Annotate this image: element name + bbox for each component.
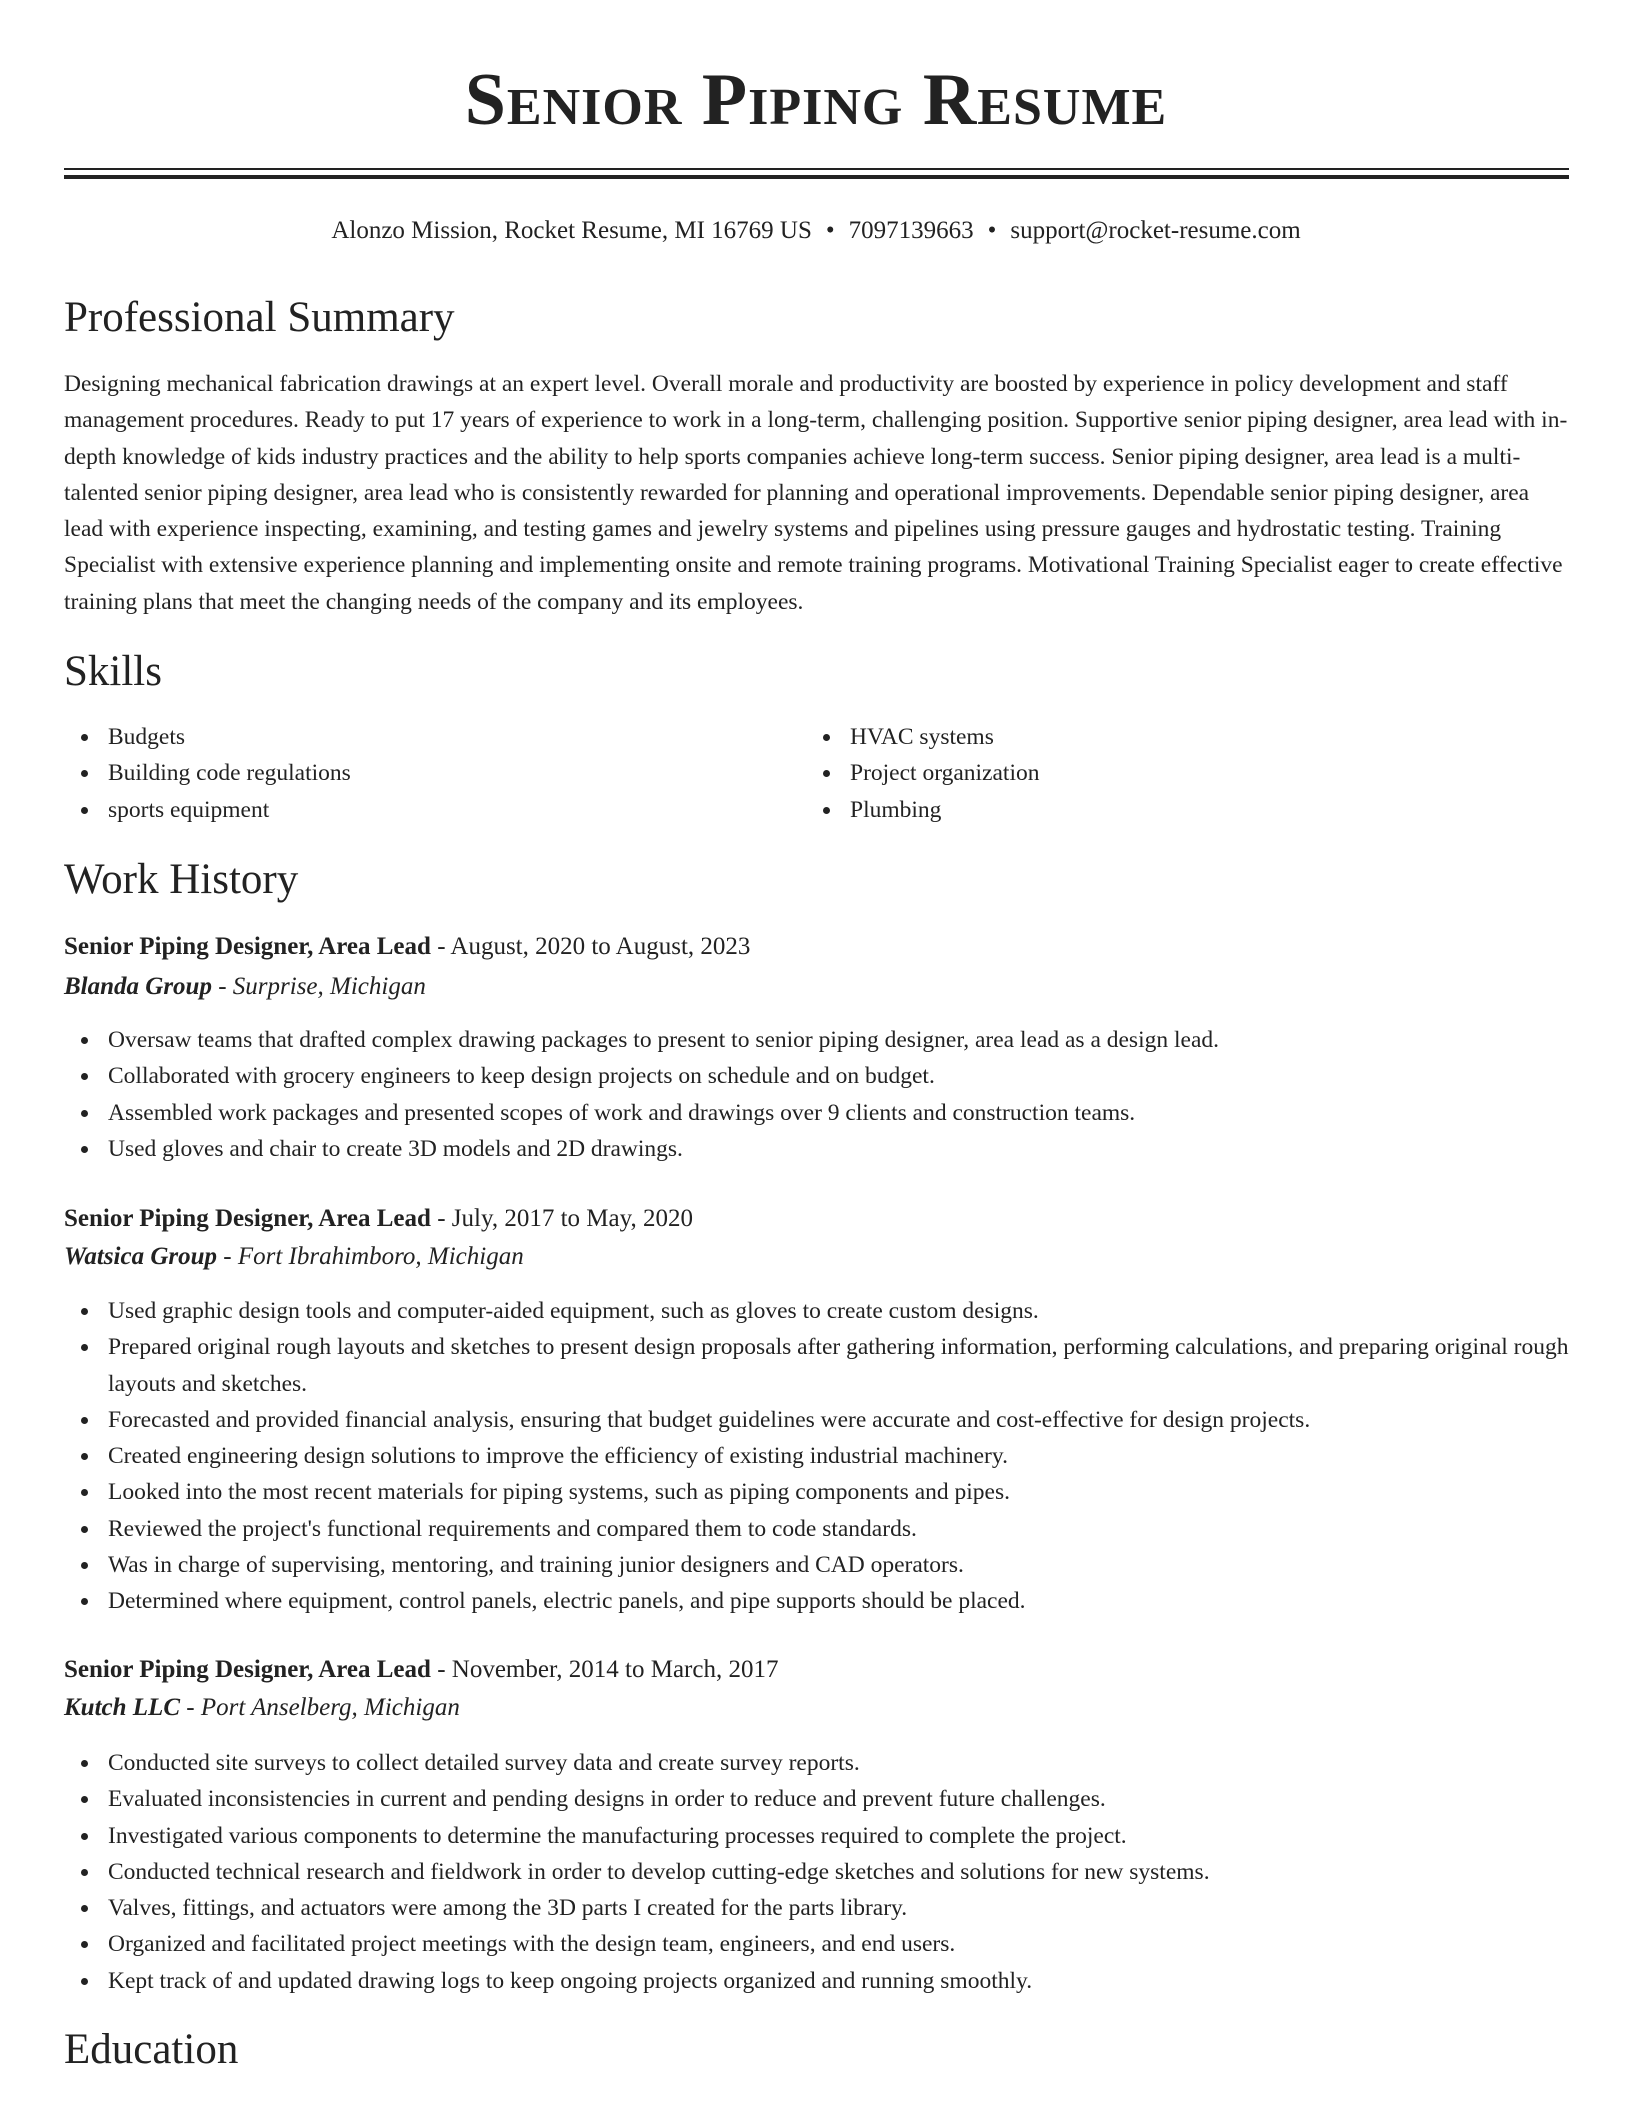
- contact-address: Alonzo Mission, Rocket Resume, MI 16769 US: [331, 217, 812, 244]
- title-divider-thin: [64, 168, 1569, 170]
- duty-item: Forecasted and provided financial analysis, ensuring that budget guidelines were accurate and cost-effective for design projects.: [64, 1402, 1572, 1438]
- company-location: - Port Anselberg, Michigan: [180, 1694, 460, 1721]
- skill-item: Project organization: [806, 755, 1506, 791]
- job-company-line: [64, 971, 1572, 1003]
- duty-item: Investigated various components to determine the manufacturing processes required to complete the project.: [64, 1818, 1572, 1854]
- job-title: Senior Piping Designer, Area Lead: [64, 933, 431, 960]
- skill-item: sports equipment: [64, 792, 744, 828]
- duty-item: Collaborated with grocery engineers to keep design projects on schedule and on budget.: [64, 1058, 1572, 1094]
- contact-separator: •: [987, 217, 997, 244]
- skill-item: HVAC systems: [806, 719, 1506, 755]
- duty-item: Reviewed the project's functional requirements and compared them to code standards.: [64, 1511, 1572, 1547]
- job-heading: [64, 1654, 1572, 1686]
- job-duties-list: [64, 1293, 1572, 1620]
- section-heading-education: Education: [64, 2026, 239, 2073]
- duty-item: Oversaw teams that drafted complex drawing packages to present to senior piping designer, area lead as a design lead.: [64, 1022, 1572, 1058]
- job-duties-list: [64, 1022, 1572, 1167]
- section-heading-skills: Skills: [64, 648, 162, 695]
- company-name: Watsica Group: [64, 1243, 218, 1270]
- duty-item: Valves, fittings, and actuators were among the 3D parts I created for the parts library.: [64, 1890, 1572, 1926]
- skill-item: Plumbing: [806, 792, 1506, 828]
- duty-item: Organized and facilitated project meetings with the design team, engineers, and end users.: [64, 1926, 1572, 1962]
- company-location: - Fort Ibrahimboro, Michigan: [217, 1243, 524, 1270]
- duty-item: Created engineering design solutions to improve the efficiency of existing industrial machinery.: [64, 1438, 1572, 1474]
- contact-phone: 7097139663: [848, 217, 974, 244]
- job-title: Senior Piping Designer, Area Lead: [64, 1656, 431, 1683]
- job-title: Senior Piping Designer, Area Lead: [64, 1205, 431, 1232]
- skills-list-left: [64, 719, 744, 828]
- duty-item: Conducted site surveys to collect detailed survey data and create survey reports.: [64, 1745, 1572, 1781]
- duty-item: Used gloves and chair to create 3D models and 2D drawings.: [64, 1131, 1572, 1167]
- company-name: Blanda Group: [64, 973, 212, 1000]
- skills-list-right: [806, 719, 1506, 828]
- duty-item: Was in charge of supervising, mentoring, and training junior designers and CAD operators.: [64, 1547, 1572, 1583]
- duty-item: Looked into the most recent materials for piping systems, such as piping components and pipes.: [64, 1474, 1572, 1510]
- duty-item: Used graphic design tools and computer-aided equipment, such as gloves to create custom designs.: [64, 1293, 1572, 1329]
- summary-paragraph: Designing mechanical fabrication drawings at an expert level. Overall morale and productivity are boosted by experience in policy development and staff management procedures. Ready to put 17 years of experience to work in a long-term, challenging position. Supportive senior piping designer, area lead with in-depth knowledge of kids industry practices and the ability to help sports companies achieve long-term success. Senior piping designer, area lead is a multi-talented senior piping designer, area lead who is consistently rewarded for planning and operational improvements. Dependable senior piping designer, area lead with experience inspecting, examining, and testing games and jewelry systems and pipelines using pressure gauges and hydrostatic testing. Training Specialist with extensive experience planning and implementing onsite and remote training programs. Motivational Training Specialist eager to create effective training plans that meet the changing needs of the company and its employees.: [64, 371, 1568, 615]
- resume-title: Senior Piping Resume: [464, 59, 1168, 141]
- contact-email: support@rocket-resume.com: [1010, 217, 1301, 244]
- duty-item: Determined where equipment, control panels, electric panels, and pipe supports should be placed.: [64, 1583, 1572, 1619]
- title-divider-thick: [64, 175, 1569, 179]
- job-company-line: [64, 1241, 1572, 1273]
- section-heading-work-history: Work History: [64, 856, 299, 903]
- duty-item: Conducted technical research and fieldwork in order to develop cutting-edge sketches and solutions for new systems.: [64, 1854, 1572, 1890]
- job-dates: - July, 2017 to May, 2020: [430, 1205, 693, 1232]
- job-dates: - August, 2020 to August, 2023: [430, 933, 751, 960]
- duty-item: Kept track of and updated drawing logs to keep ongoing projects organized and running smoothly.: [64, 1963, 1572, 1999]
- job-duties-list: [64, 1745, 1572, 1999]
- job-heading: [64, 931, 1572, 963]
- contact-line: [0, 215, 1632, 247]
- job-company-line: [64, 1692, 1572, 1724]
- duty-item: Evaluated inconsistencies in current and pending designs in order to reduce and prevent future challenges.: [64, 1781, 1572, 1817]
- duty-item: Assembled work packages and presented scopes of work and drawings over 9 clients and construction teams.: [64, 1095, 1572, 1131]
- company-name: Kutch LLC: [64, 1694, 180, 1721]
- skill-item: Budgets: [64, 719, 744, 755]
- section-heading-summary: Professional Summary: [64, 294, 455, 341]
- job-heading: [64, 1203, 1572, 1235]
- skill-item: Building code regulations: [64, 755, 744, 791]
- duty-item: Prepared original rough layouts and sketches to present design proposals after gathering information, performing calculations, and preparing original rough layouts and sketches.: [64, 1329, 1572, 1402]
- job-dates: - November, 2014 to March, 2017: [430, 1656, 779, 1683]
- company-location: - Surprise, Michigan: [211, 973, 426, 1000]
- contact-separator: •: [825, 217, 835, 244]
